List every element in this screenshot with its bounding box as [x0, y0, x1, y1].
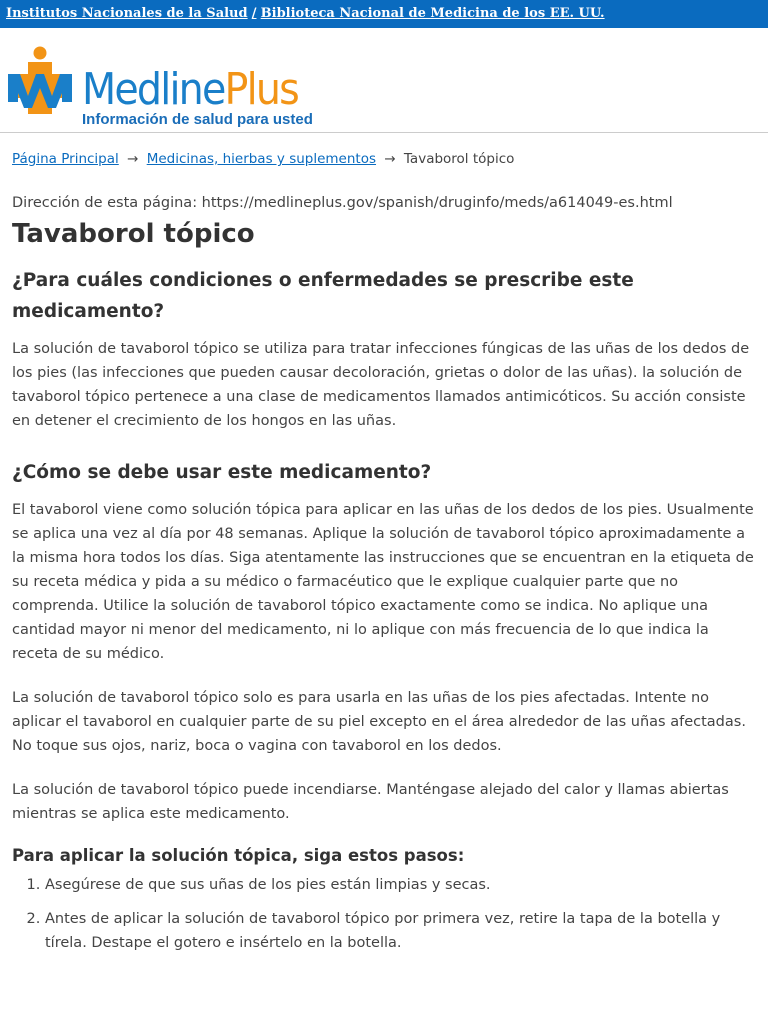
logo-tagline: Información de salud para usted [82, 111, 313, 128]
list-item: 1. Asegúrese de que sus uñas de los pies están limpias y secas. [45, 873, 756, 897]
logo-name-plus: Plus [224, 64, 298, 115]
medlineplus-logo-icon[interactable] [6, 44, 74, 118]
page-title: Tavaborol tópico [12, 219, 255, 249]
list-item: 2. Antes de aplicar la solución de tavaborol tópico por primera vez, retire la tapa de la botella y tírela. Destape el gotero e insértelo en la botella. [45, 907, 756, 955]
top-bar-separator: / [251, 6, 257, 21]
breadcrumb-current: Tavaborol tópico [403, 151, 515, 167]
breadcrumb-section-link[interactable]: Medicinas, hierbas y suplementos [146, 151, 377, 167]
nih-link[interactable]: Institutos Nacionales de la Salud [6, 6, 248, 21]
logo-name-medline: Medline [82, 64, 225, 115]
breadcrumb [12, 151, 756, 167]
how-to-use-paragraph-2: La solución de tavaborol tópico solo es para usarla en las uñas de los pies afectadas. Intente no aplicar el tavaborol en cualquier parte de su piel excepto en el área alrededor de las uñas afectadas. No toque sus ojos, nariz, boca o vagina con tavaborol en los dedos. [12, 690, 746, 754]
section-text-uses: La solución de tavaborol tópico se utiliza para tratar infecciones fúngicas de las uñas de los dedos de los pies (las infecciones que pueden causar decoloración, grietas o dolor de las uñas). la solución de tavaborol tópico pertenece a una clase de medicamentos llamados antimicóticos. Su acción consiste en detener el crecimiento de los hongos en las uñas. [12, 341, 750, 429]
section-heading-how-to-use: ¿Cómo se debe usar este medicamento? [12, 462, 432, 483]
how-to-use-paragraph-1: El tavaborol viene como solución tópica para aplicar en las uñas de los dedos de los pies. Usualmente se aplica una vez al día por 48 semanas. Aplique la solución de tavaborol tópico aproximadamente a la misma hora todos los días. Siga atentamente las instrucciones que se encuentran en la etiqueta de su receta médica y pida a su médico o farmacéutico que le explique cualquier parte que no comprenda. Utilice la solución de tavaborol tópico exactamente como se indica. No aplique una cantidad mayor ni menor del medicamento, ni lo aplique con más frecuencia de lo que indica la receta de su médico. [12, 502, 754, 662]
medlineplus-logo-text[interactable] [82, 62, 298, 118]
breadcrumb-arrow-icon: → [127, 151, 139, 167]
site-header [0, 28, 768, 133]
main-content [0, 151, 768, 955]
top-bar [0, 0, 768, 28]
how-to-use-paragraph-3: La solución de tavaborol tópico puede incendiarse. Manténgase alejado del calor y llamas abiertas mientras se aplica este medicamento. [12, 782, 729, 822]
section-heading-uses: ¿Para cuáles condiciones o enfermedades se prescribe este medicamento? [12, 270, 634, 322]
page-address: Dirección de esta página: https://medlineplus.gov/spanish/druginfo/meds/a614049-es.html [12, 195, 673, 211]
breadcrumb-home-link[interactable]: Página Principal [12, 151, 119, 167]
steps-heading: Para aplicar la solución tópica, siga estos pasos: [12, 846, 465, 865]
steps-list [12, 873, 756, 955]
nlm-link[interactable]: Biblioteca Nacional de Medicina de los EE. UU. [260, 6, 605, 21]
breadcrumb-arrow-icon: → [384, 151, 396, 167]
